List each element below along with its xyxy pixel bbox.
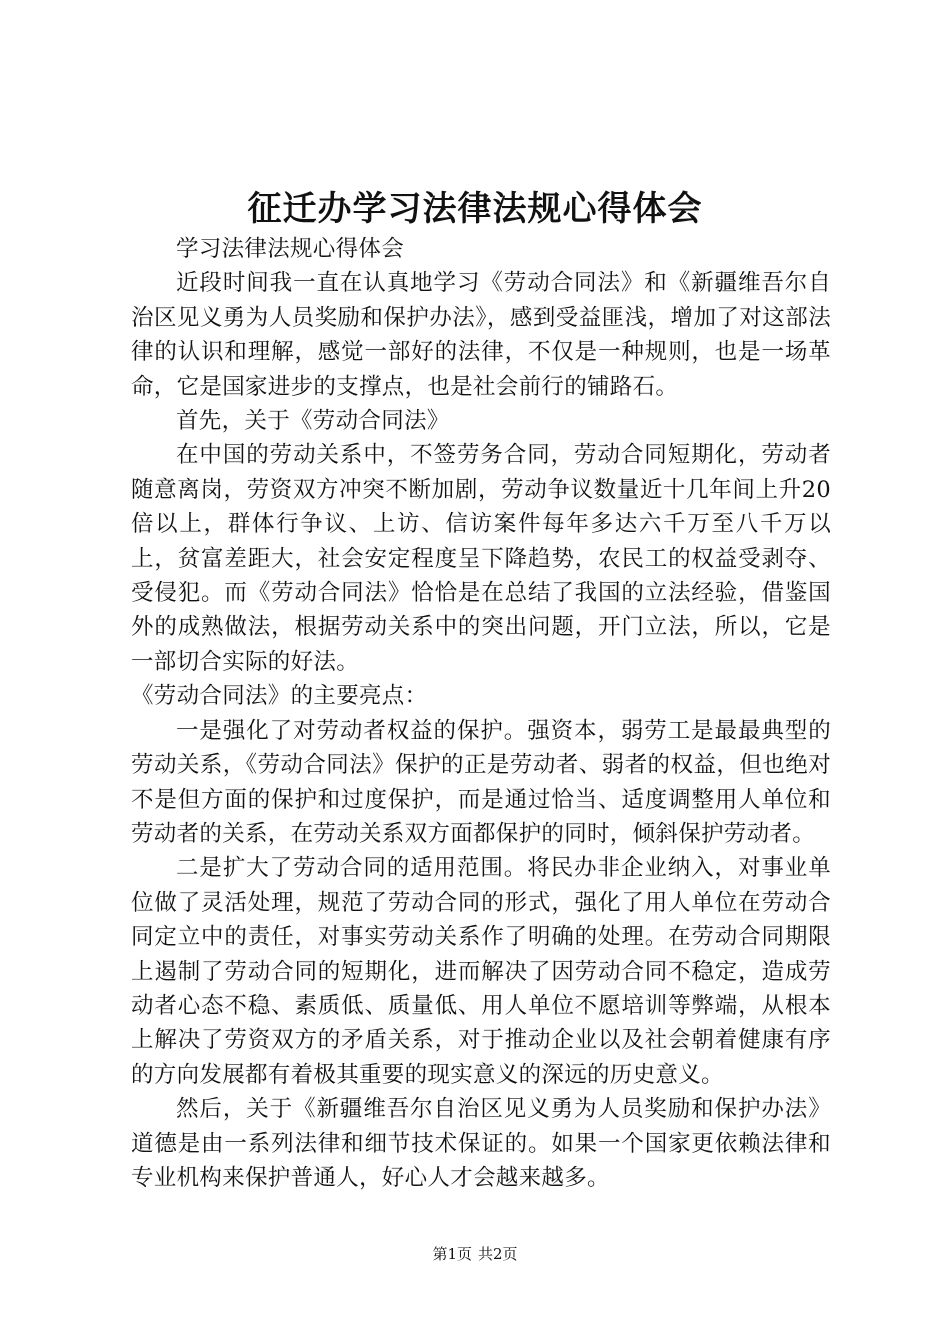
paragraph-subtitle: 学习法律法规心得体会 <box>176 236 405 262</box>
paragraph-labor-background: 在中国的劳动关系中，不签劳务合同，劳动合同短期化，劳动者随意离岗，劳资双方冲突不断加剧，劳动争议数量近十几年间上升20倍以上，群体行争议、上访、信访案件每年多达六千万至八千万以上，贫富差距大，社会安定程度呈下降趋势，农民工的权益受剥夺、受侵犯。而《劳动合同法》恰恰是在总结了我国的立法经验，借鉴国外的成熟做法，根据劳动关系中的突出问题，开门立法，所以，它是一部切合实际的好法。 <box>131 442 831 675</box>
paragraph-section-xinjiang: 然后，关于《新疆维吾尔自治区见义勇为人员奖励和保护办法》道德是由一系列法律和细节技术保证的。如果一个国家更依赖法律和专业机构来保护普通人，好心人才会越来越多。 <box>131 1096 831 1191</box>
document-title: 征迁办学习法律法规心得体会 <box>247 189 703 229</box>
paragraph-highlight-one: 一是强化了对劳动者权益的保护。强资本，弱劳工是最最典型的劳动关系，《劳动合同法》保护的正是劳动者、弱者的权益，但也绝对不是但方面的保护和过度保护，而是通过恰当、适度调整用人单位和劳动者的关系，在劳动关系双方面都保护的同时，倾斜保护劳动者。 <box>131 717 831 847</box>
document-body <box>131 232 831 1195</box>
paragraph-section-labor-law: 首先，关于《劳动合同法》 <box>176 408 450 435</box>
paragraph-highlight-two: 二是扩大了劳动合同的适用范围。将民办非企业纳入，对事业单位做了灵活处理，规范了劳动合同的形式，强化了用人单位在劳动合同定立中的责任，对事实劳动关系作了明确的处理。在劳动合同期限上遏制了劳动合同的短期化，进而解决了因劳动合同不稳定，造成劳动者心态不稳、素质低、质量低、用人单位不愿培训等弊端，从根本上解决了劳资双方的矛盾关系，对于推动企业以及社会朝着健康有序的方向发展都有着极其重要的现实意义的深远的历史意义。 <box>131 855 831 1088</box>
page-number: 第1页 <box>432 1245 472 1263</box>
paragraph-highlights-heading: 《劳动合同法》的主要亮点： <box>131 683 428 710</box>
paragraph-intro: 近段时间我一直在认真地学习《劳动合同法》和《新疆维吾尔自治区见义勇为人员奖励和保护办法》，感到受益匪浅，增加了对这部法律的认识和理解，感觉一部好的法律，不仅是一种规则，也是一场革命，它是国家进步的支撑点，也是社会前行的铺路石。 <box>131 270 831 400</box>
page-footer <box>0 1244 950 1264</box>
page-total: 共2页 <box>478 1245 518 1263</box>
